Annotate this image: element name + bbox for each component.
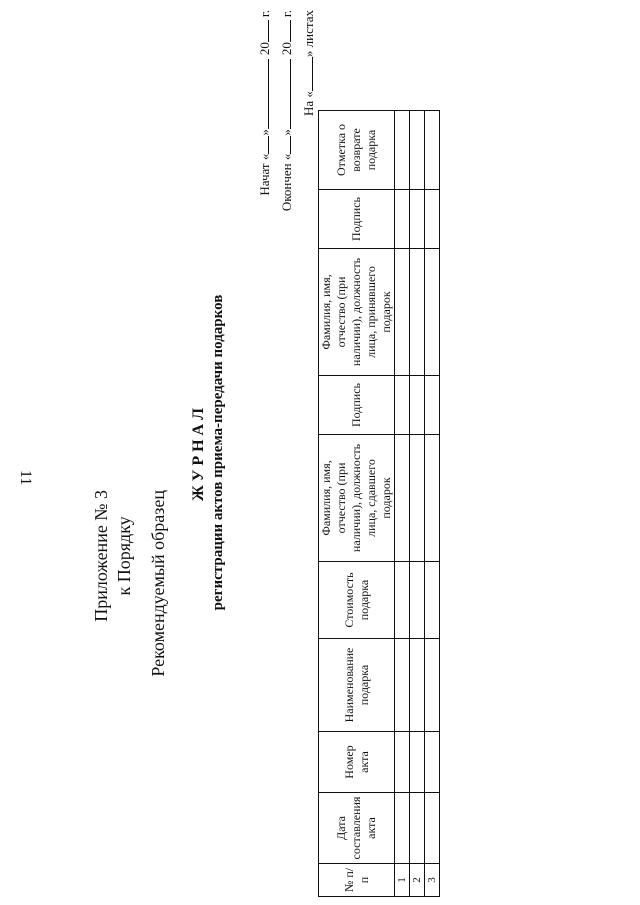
appendix-line-1: Приложение № 3 xyxy=(91,490,111,622)
col-giver-name: Фамилия, имя, отчество (при наличии), должность лица, сдавшего подарок xyxy=(319,435,395,562)
document-title xyxy=(190,200,227,705)
ended-prefix: Окончен « xyxy=(279,153,294,212)
registration-table xyxy=(318,110,440,897)
col-number: № п/п xyxy=(319,864,395,897)
started-quote: » xyxy=(257,129,272,136)
ended-year-suffix: г. xyxy=(279,10,294,18)
col-receiver-signature: Подпись xyxy=(319,190,395,249)
appendix-note xyxy=(90,490,137,622)
table-header-row xyxy=(319,111,395,897)
row-number: 1 xyxy=(395,864,410,897)
col-giver-signature: Подпись xyxy=(319,376,395,435)
journal-dates xyxy=(256,10,322,250)
title-subtitle: регистрации актов приема-передачи подарков xyxy=(210,294,226,611)
table-row xyxy=(410,111,425,897)
title-main: ЖУРНАЛ xyxy=(190,403,207,502)
col-date: Дата составления акта xyxy=(319,793,395,864)
table-row xyxy=(395,111,410,897)
ended-row xyxy=(278,10,300,250)
ended-year: 20 xyxy=(279,42,294,56)
started-prefix: Начат « xyxy=(257,153,272,196)
sample-label: Рекомендуемый образец xyxy=(148,490,168,677)
ended-quote: » xyxy=(279,129,294,136)
col-receiver-name: Фамилия, имя, отчество (при наличии), должность лица, принявшего подарок xyxy=(319,249,395,376)
col-gift-name: Наименование подарка xyxy=(319,639,395,732)
row-number: 2 xyxy=(410,864,425,897)
sheets-suffix: » листах xyxy=(301,10,316,58)
col-act-number: Номер акта xyxy=(319,732,395,793)
started-row xyxy=(256,10,278,250)
started-year-suffix: г. xyxy=(257,10,272,18)
sheets-prefix: На « xyxy=(301,91,316,116)
page-number: 11 xyxy=(17,470,34,486)
started-year: 20 xyxy=(257,42,272,56)
row-number: 3 xyxy=(425,864,440,897)
col-return-mark: Отметка о возврате подарка xyxy=(319,111,395,190)
appendix-line-2: к Порядку xyxy=(114,516,135,596)
table-row xyxy=(425,111,440,897)
col-gift-cost: Стоимость подарка xyxy=(319,562,395,639)
